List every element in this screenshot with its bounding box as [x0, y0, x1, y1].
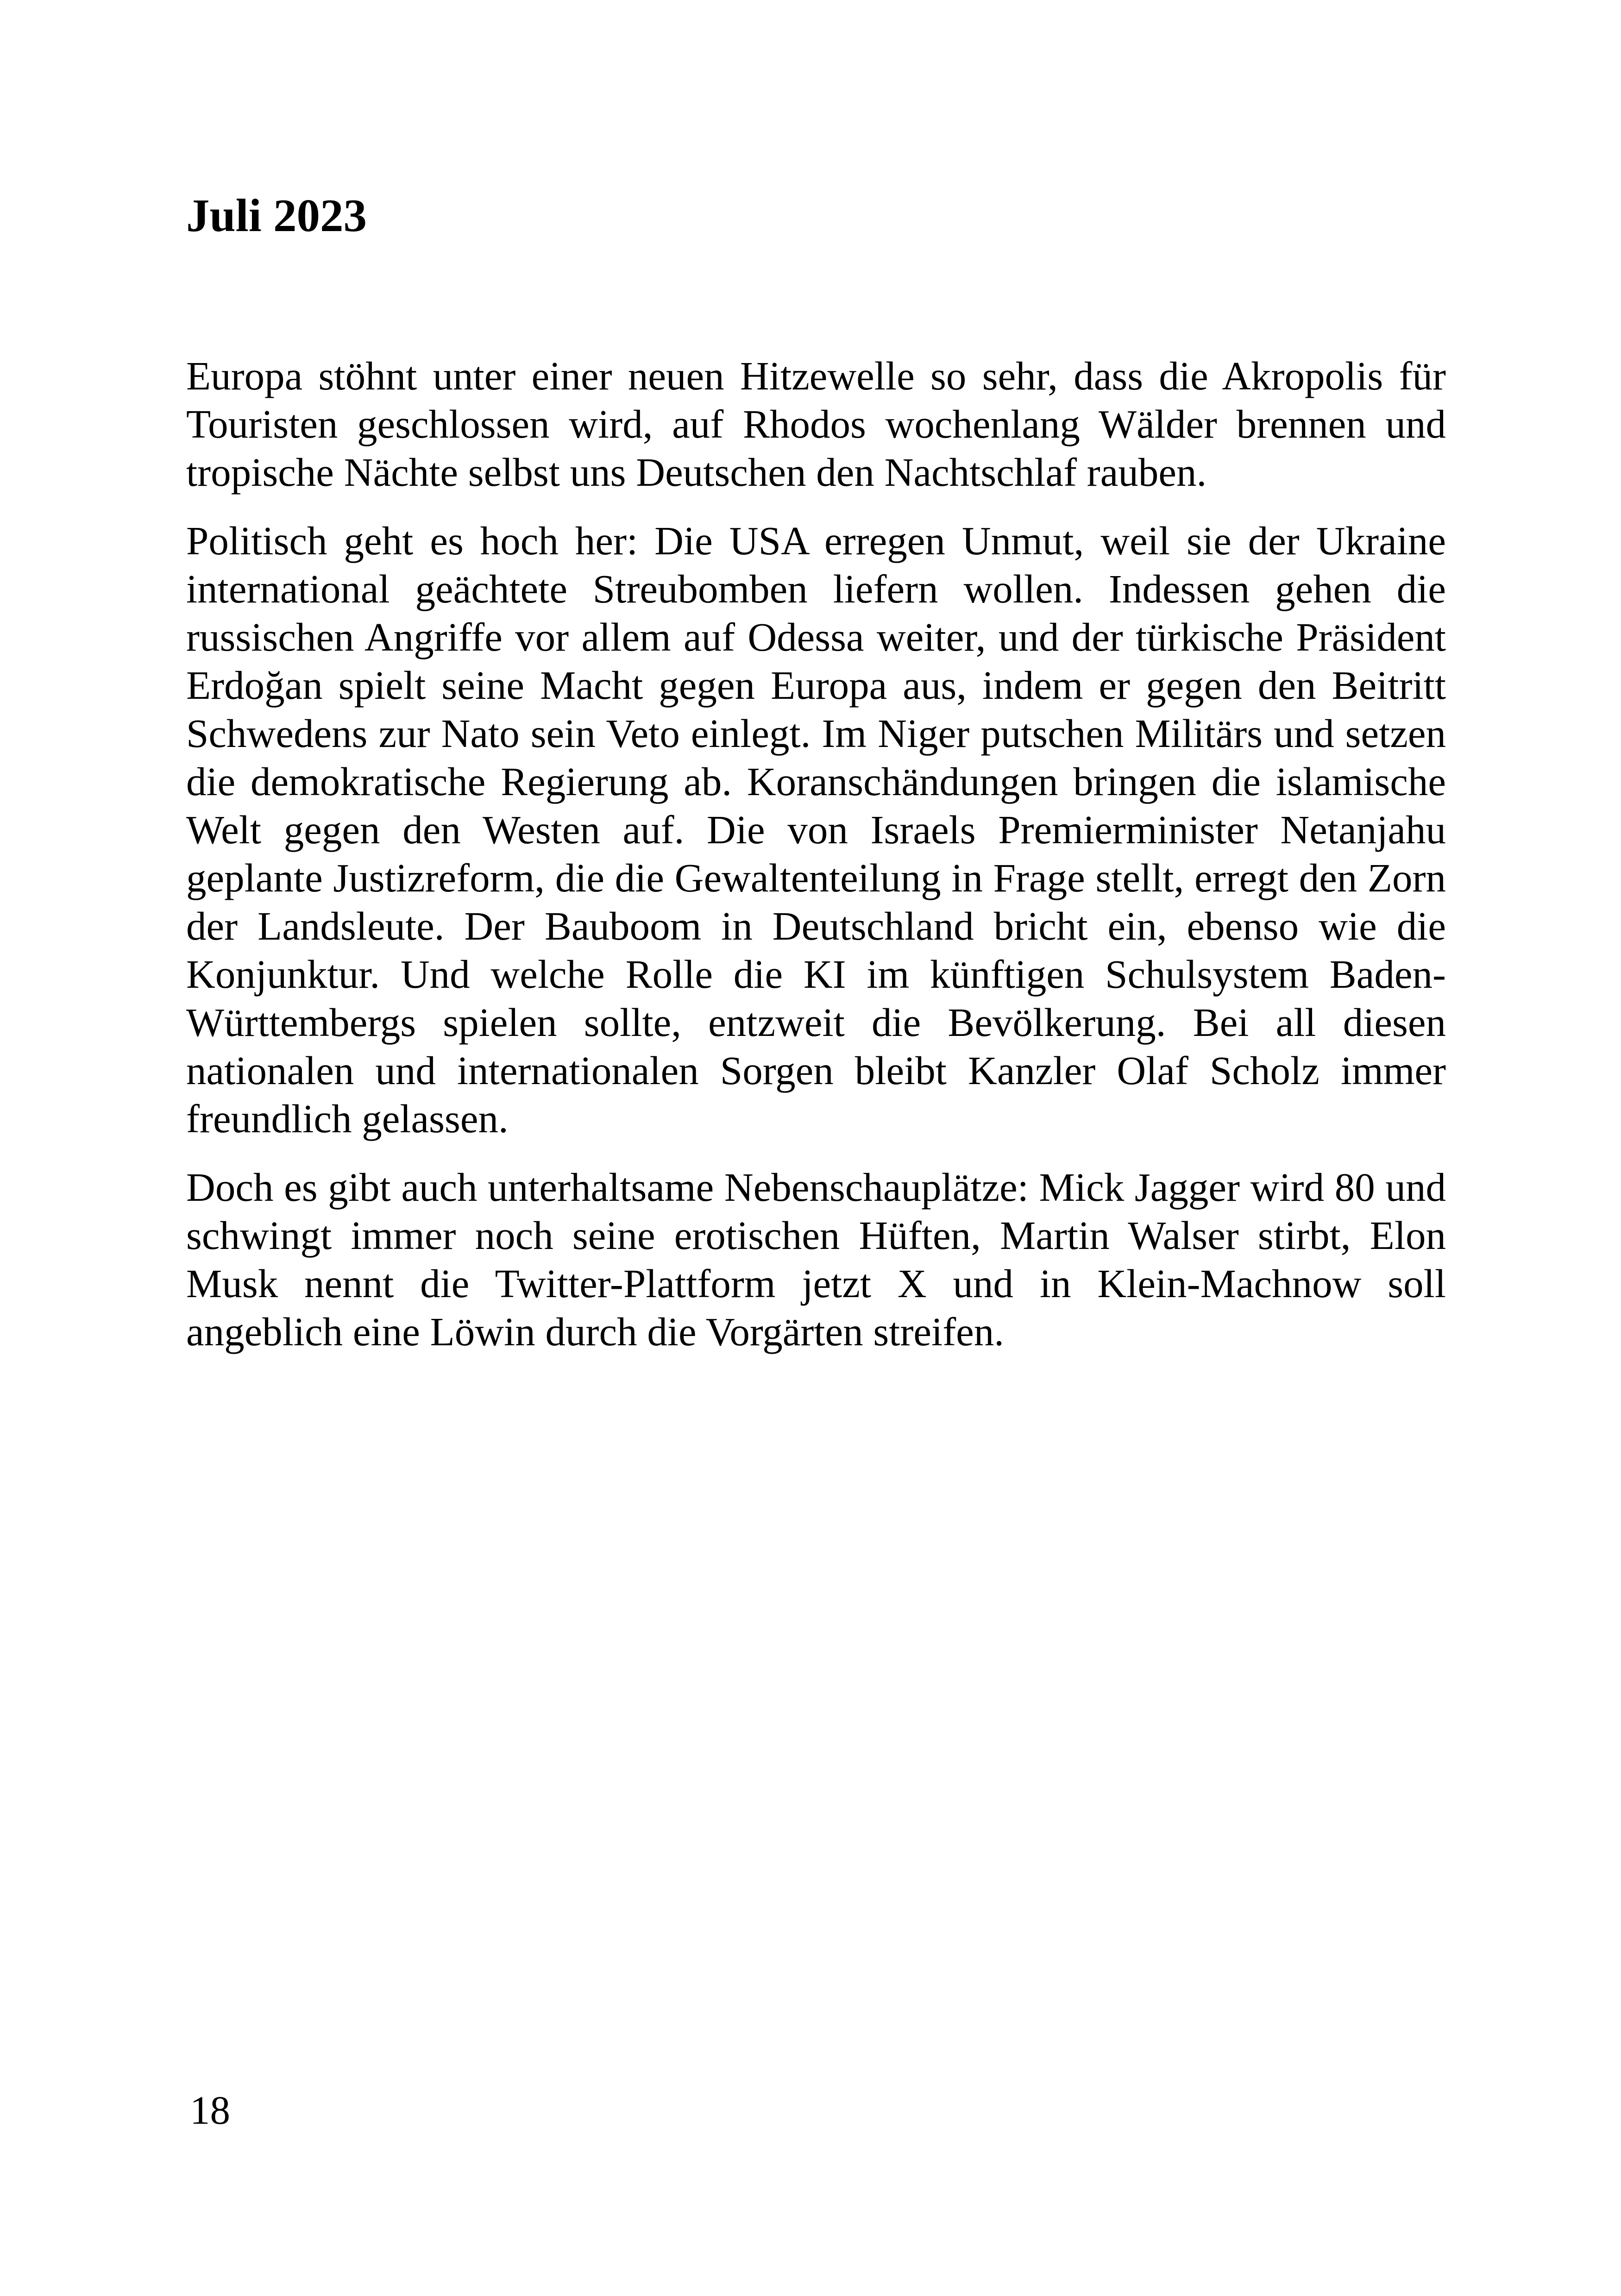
paragraph-politics: Politisch geht es hoch her: Die USA erregen Unmut, weil sie der Ukraine international geächtete Streubomben liefern wollen. Indessen gehen die russischen Angriffe vor allem auf Odessa weiter, und der türkische Präsident Erdoğan spielt seine Macht gegen Europa aus, indem er gegen den Beitritt Schwedens zur Nato sein Veto einlegt. Im Niger putschen Militärs und setzen die demokratische Regierung ab. Koranschändungen bringen die islamische Welt gegen den Westen auf. Die von Israels Premierminister Netanjahu geplante Justizreform, die die Gewaltenteilung in Frage stellt, erregt den Zorn der Landsleute. Der Bauboom in Deutschland bricht ein, ebenso wie die Konjunktur. Und welche Rolle die KI im künftigen Schulsystem Baden-Württembergs spielen sollte, entzweit die Bevölkerung. Bei all diesen nationalen und internationalen Sorgen bleibt Kanzler Olaf Scholz immer freundlich gelassen. [186, 518, 1446, 1141]
page-number: 18 [190, 2088, 230, 2133]
chapter-heading: Juli 2023 [186, 189, 367, 241]
body-text [186, 352, 1446, 1376]
paragraph-side-stories: Doch es gibt auch unterhaltsame Nebenschauplätze: Mick Jagger wird 80 und schwingt immer noch seine erotischen Hüften, Martin Walser stirbt, Elon Musk nennt die Twitter-Plattform jetzt X und in Klein-Machnow soll angeblich eine Löwin durch die Vorgärten streifen. [186, 1165, 1446, 1354]
paragraph-heatwave: Europa stöhnt unter einer neuen Hitzewelle so sehr, dass die Akropolis für Touristen geschlossen wird, auf Rhodos wochenlang Wälder brennen und tropische Nächte selbst uns Deutschen den Nachtschlaf rauben. [186, 353, 1446, 495]
